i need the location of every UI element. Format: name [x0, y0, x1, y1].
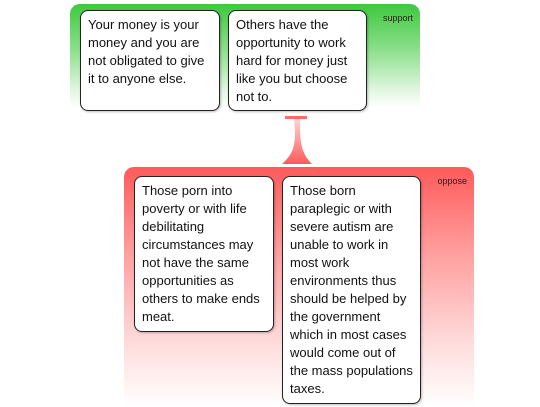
connector-stem [282, 118, 312, 164]
connector-cap [285, 116, 307, 119]
support-card: Others have the opportunity to work hard for money just like you but choose not to. [228, 10, 367, 111]
oppose-card: Those porn into poverty or with life debilitating circumstances may not have the same opportunities as others to make ends meat. [134, 176, 274, 332]
support-label: support [382, 13, 413, 23]
support-card: Your money is your money and you are not obligated to give it to anyone else. [80, 10, 220, 111]
oppose-card: Those born paraplegic or with severe autism are unable to work in most work environments thus should be helped by the government which in most cases would come out of the mass populations taxes. [282, 176, 421, 404]
oppose-label: oppose [437, 176, 467, 186]
